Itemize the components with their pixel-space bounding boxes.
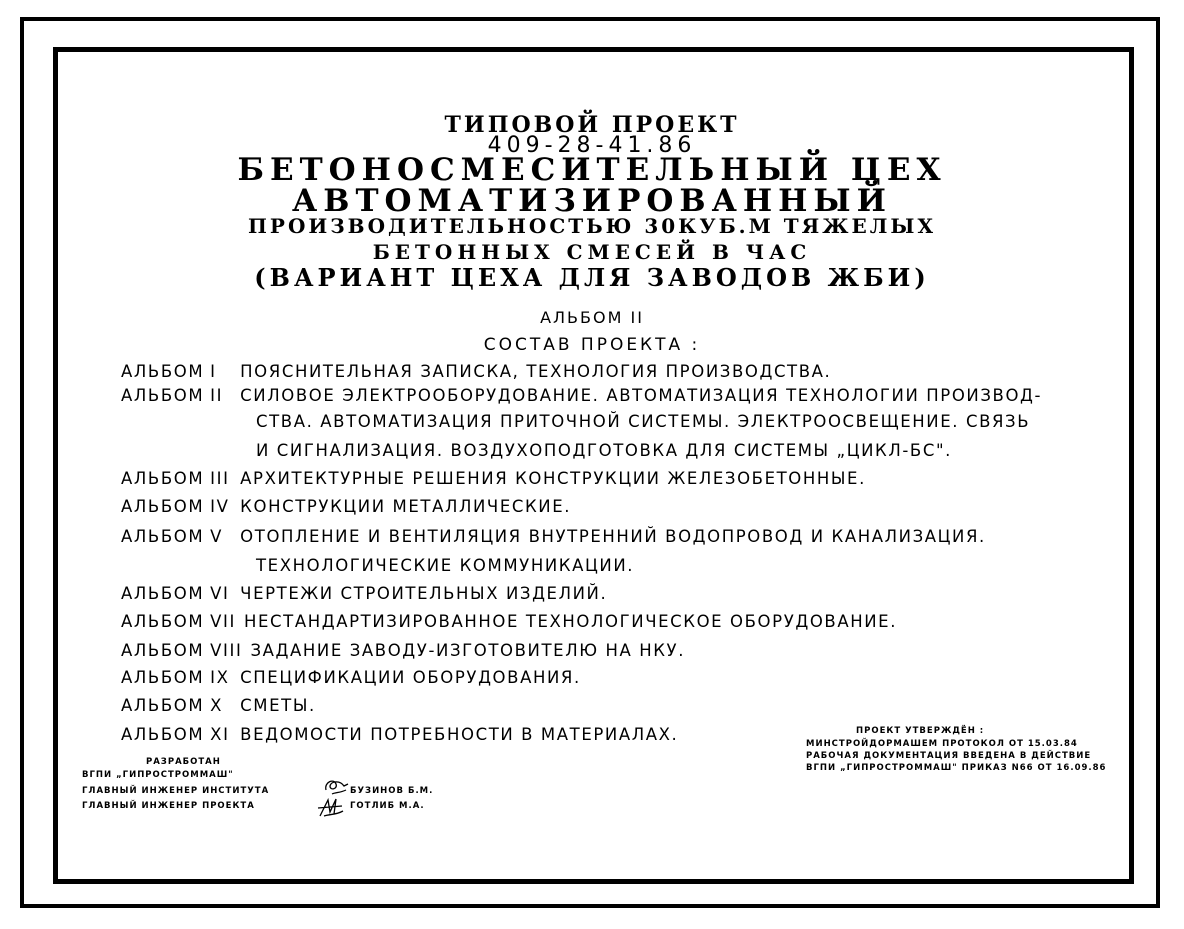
album-label: АЛЬБОМ <box>121 527 205 546</box>
project-type: ТИПОВОЙ ПРОЕКТ <box>444 112 740 138</box>
album-title-continuation: ТЕХНОЛОГИЧЕСКИЕ КОММУНИКАЦИИ. <box>256 556 635 575</box>
album-label: АЛЬБОМ <box>121 696 205 715</box>
chief-engineer-project-name: ГОТЛИБ М.А. <box>350 801 425 811</box>
album-number: VI <box>210 584 230 603</box>
approval-protocol: МИНСТРОЙДОРМАШЕМ ПРОТОКОЛ ОТ 15.03.84 <box>806 739 1078 749</box>
album-number: V <box>210 527 224 546</box>
album-label: АЛЬБОМ <box>121 469 205 488</box>
approval-enacted: РАБОЧАЯ ДОКУМЕНТАЦИЯ ВВЕДЕНА В ДЕЙСТВИЕ <box>806 751 1092 761</box>
album-row <box>121 469 866 489</box>
album-row <box>121 696 316 716</box>
album-title: СМЕТЫ. <box>240 696 316 715</box>
album-number: II <box>210 386 224 405</box>
album-row <box>121 362 831 382</box>
album-row <box>121 612 897 632</box>
project-mixtures: БЕТОННЫХ СМЕСЕЙ В ЧАС <box>372 240 812 264</box>
album-title: ОТОПЛЕНИЕ И ВЕНТИЛЯЦИЯ ВНУТРЕННИЙ ВОДОПРОВОД И КАНАЛИЗАЦИЯ. <box>240 527 986 546</box>
album-row <box>121 527 986 547</box>
album-title: ЧЕРТЕЖИ СТРОИТЕЛЬНЫХ ИЗДЕЛИЙ. <box>240 584 608 603</box>
album-label: АЛЬБОМ <box>121 584 205 603</box>
album-title: ЗАДАНИЕ ЗАВОДУ-ИЗГОТОВИТЕЛЮ НА НКУ. <box>250 641 686 660</box>
signature-bozinov-icon <box>322 776 350 798</box>
project-name-line1: БЕТОНОСМЕСИТЕЛЬНЫЙ ЦЕХ <box>237 152 947 188</box>
chief-engineer-institute-name: БУЗИНОВ Б.М. <box>350 786 434 796</box>
album-title: КОНСТРУКЦИИ МЕТАЛЛИЧЕСКИЕ. <box>240 497 572 516</box>
album-label: АЛЬБОМ <box>121 386 205 405</box>
album-row <box>121 668 581 688</box>
album-number: IV <box>210 497 230 516</box>
album-label: АЛЬБОМ <box>121 641 205 660</box>
album-title: АРХИТЕКТУРНЫЕ РЕШЕНИЯ КОНСТРУКЦИИ ЖЕЛЕЗОБЕТОННЫЕ. <box>240 469 866 488</box>
album-title-continuation: И СИГНАЛИЗАЦИЯ. ВОЗДУХОПОДГОТОВКА ДЛЯ СИСТЕМЫ „ЦИКЛ-БС". <box>256 441 953 460</box>
signature-gotlib-icon <box>316 796 346 820</box>
album-row <box>121 584 607 604</box>
developer-title: РАЗРАБОТАН <box>146 757 221 767</box>
developer-org: ВГПИ „ГИПРОСТРОММАШ" <box>82 770 234 780</box>
project-variant: (ВАРИАНТ ЦЕХА ДЛЯ ЗАВОДОВ ЖБИ) <box>254 263 930 292</box>
album-title: СПЕЦИФИКАЦИИ ОБОРУДОВАНИЯ. <box>240 668 581 687</box>
album-label: АЛЬБОМ <box>121 497 205 516</box>
album-number: III <box>210 469 230 488</box>
approval-order: ВГПИ „ГИПРОСТРОММАШ" ПРИКАЗ N66 ОТ 16.09.86 <box>806 763 1107 773</box>
album-title: ВЕДОМОСТИ ПОТРЕБНОСТИ В МАТЕРИАЛАХ. <box>240 725 679 744</box>
album-number: X <box>210 696 224 715</box>
album-number: XI <box>210 725 230 744</box>
album-label: АЛЬБОМ <box>121 668 205 687</box>
album-number: VII <box>210 612 236 631</box>
chief-engineer-project: ГЛАВНЫЙ ИНЖЕНЕР ПРОЕКТА <box>82 801 255 811</box>
album-row <box>121 497 571 517</box>
album-row <box>121 725 678 745</box>
album-label: АЛЬБОМ <box>121 612 205 631</box>
album-number: I <box>210 362 217 381</box>
album-label: АЛЬБОМ <box>121 362 205 381</box>
album-number: VIII <box>210 641 243 660</box>
contents-title: СОСТАВ ПРОЕКТА : <box>483 335 701 355</box>
album-number: IX <box>210 668 230 687</box>
album-title-continuation: СТВА. АВТОМАТИЗАЦИЯ ПРИТОЧНОЙ СИСТЕМЫ. ЭЛЕКТРООСВЕЩЕНИЕ. СВЯЗЬ <box>256 412 1031 431</box>
project-capacity: ПРОИЗВОДИТЕЛЬНОСТЬЮ 30КУБ.М ТЯЖЕЛЫХ <box>248 214 936 238</box>
project-name-line2: АВТОМАТИЗИРОВАННЫЙ <box>292 183 892 219</box>
album-title: ПОЯСНИТЕЛЬНАЯ ЗАПИСКА, ТЕХНОЛОГИЯ ПРОИЗВОДСТВА. <box>240 362 832 381</box>
album-row <box>121 641 685 661</box>
album-row <box>121 386 1042 406</box>
project-code: 409-28-41.86 <box>487 133 697 158</box>
album-label: АЛЬБОМ <box>121 725 205 744</box>
current-album: АЛЬБОМ II <box>540 308 644 327</box>
approval-title: ПРОЕКТ УТВЕРЖДЁН : <box>856 726 985 736</box>
chief-engineer-institute: ГЛАВНЫЙ ИНЖЕНЕР ИНСТИТУТА <box>82 786 270 796</box>
album-title: СИЛОВОЕ ЭЛЕКТРООБОРУДОВАНИЕ. АВТОМАТИЗАЦИЯ ТЕХНОЛОГИИ ПРОИЗВОД- <box>240 386 1043 405</box>
album-title: НЕСТАНДАРТИЗИРОВАННОЕ ТЕХНОЛОГИЧЕСКОЕ ОБОРУДОВАНИЕ. <box>244 612 898 631</box>
